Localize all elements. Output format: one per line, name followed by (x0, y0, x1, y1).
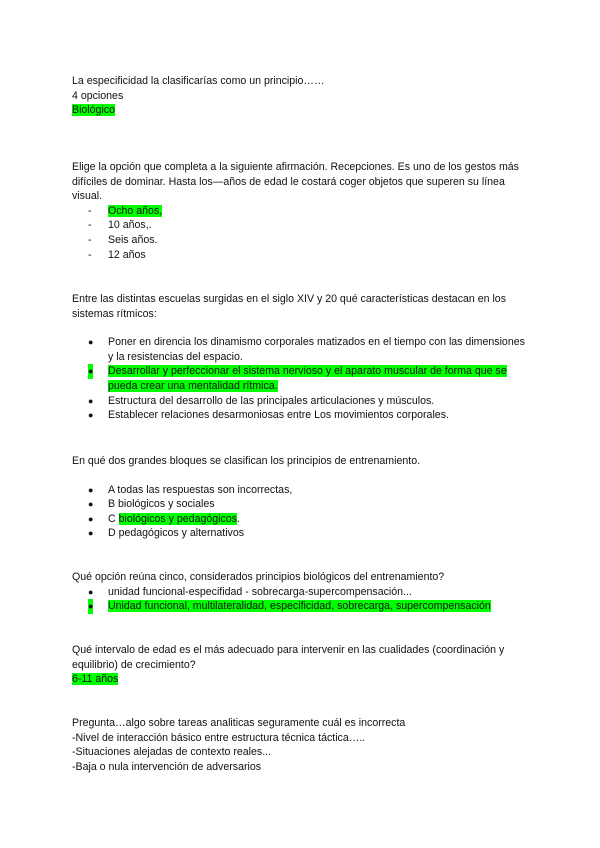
question-3-options (72, 335, 532, 423)
question-6 (72, 643, 532, 687)
option: ● C biológicos y pedagógicos. (88, 512, 240, 525)
question-1-answer: Biológico (72, 104, 115, 117)
option: ● Establecer relaciones desarmoniosas entre Los movimientos corporales. (88, 409, 449, 422)
question-7-line: -Nivel de interacción básico entre estructura técnica táctica….. (72, 731, 366, 744)
option: ● A todas las respuestas son incorrectas, (88, 483, 293, 496)
question-2-options (72, 204, 532, 262)
question-3-text: Entre las distintas escuelas surgidas en el siglo XIV y 20 qué características destacan en los sistemas rítmicos: (72, 293, 506, 320)
question-1-options-count: 4 opciones (72, 89, 124, 102)
question-5-options (72, 585, 532, 614)
question-5-text: Qué opción reúna cinco, considerados principios biológicos del entrenamiento? (72, 571, 445, 583)
question-7-text: Pregunta…algo sobre tareas analiticas seguramente cuál es incorrecta (72, 717, 406, 729)
question-6-answer: 6-11 años (72, 673, 119, 686)
question-4-text: En qué dos grandes bloques se clasifican los principios de entrenamiento. (72, 455, 421, 467)
question-1 (72, 74, 532, 118)
option: - Ocho años, (88, 204, 163, 217)
option: ● unidad funcional-especifidad - sobrecarga-supercompensación... (88, 585, 412, 598)
question-4 (72, 454, 532, 541)
option: ● Poner en direncia los dinamismo corporales matizados en el tiempo con las dimensiones y la resistencias del espacio. (88, 336, 525, 363)
option: - 12 años (88, 248, 146, 261)
option: ● Estructura del desarrollo de las principales articulaciones y músculos. (88, 394, 435, 407)
question-2 (72, 160, 532, 262)
option: ● Desarrollar y perfeccionar el sistema nervioso y el aparato muscular de forma que se pueda crear una mentalidad rítmica. (88, 365, 507, 392)
option: ● D pedagógicos y alternativos (88, 527, 245, 540)
option: - Seis años. (88, 233, 158, 246)
question-7-line: -Situaciones alejadas de contexto reales... (72, 746, 272, 759)
option: ● B biológicos y sociales (88, 498, 215, 511)
question-4-options (72, 483, 532, 541)
question-7-line: -Baja o nula intervención de adversarios (72, 760, 262, 773)
question-3 (72, 292, 532, 423)
option: - 10 años,. (88, 219, 152, 232)
option: ● Unidad funcional, multilateralidad, especificidad, sobrecarga, supercompensación (88, 600, 491, 613)
question-7 (72, 716, 532, 774)
question-2-text: Elige la opción que completa a la siguiente afirmación. Recepciones. Es uno de los gestos más difíciles de dominar. Hasta los—años de edad le costará coger objetos que superen su línea visual. (72, 161, 519, 203)
question-1-text: La especificidad la clasificarías como un principio…… (72, 75, 325, 87)
question-5 (72, 570, 532, 614)
question-6-text: Qué intervalo de edad es el más adecuado para intervenir en las cualidades (coordinación y equilibrio) de crecimiento? (72, 644, 505, 671)
